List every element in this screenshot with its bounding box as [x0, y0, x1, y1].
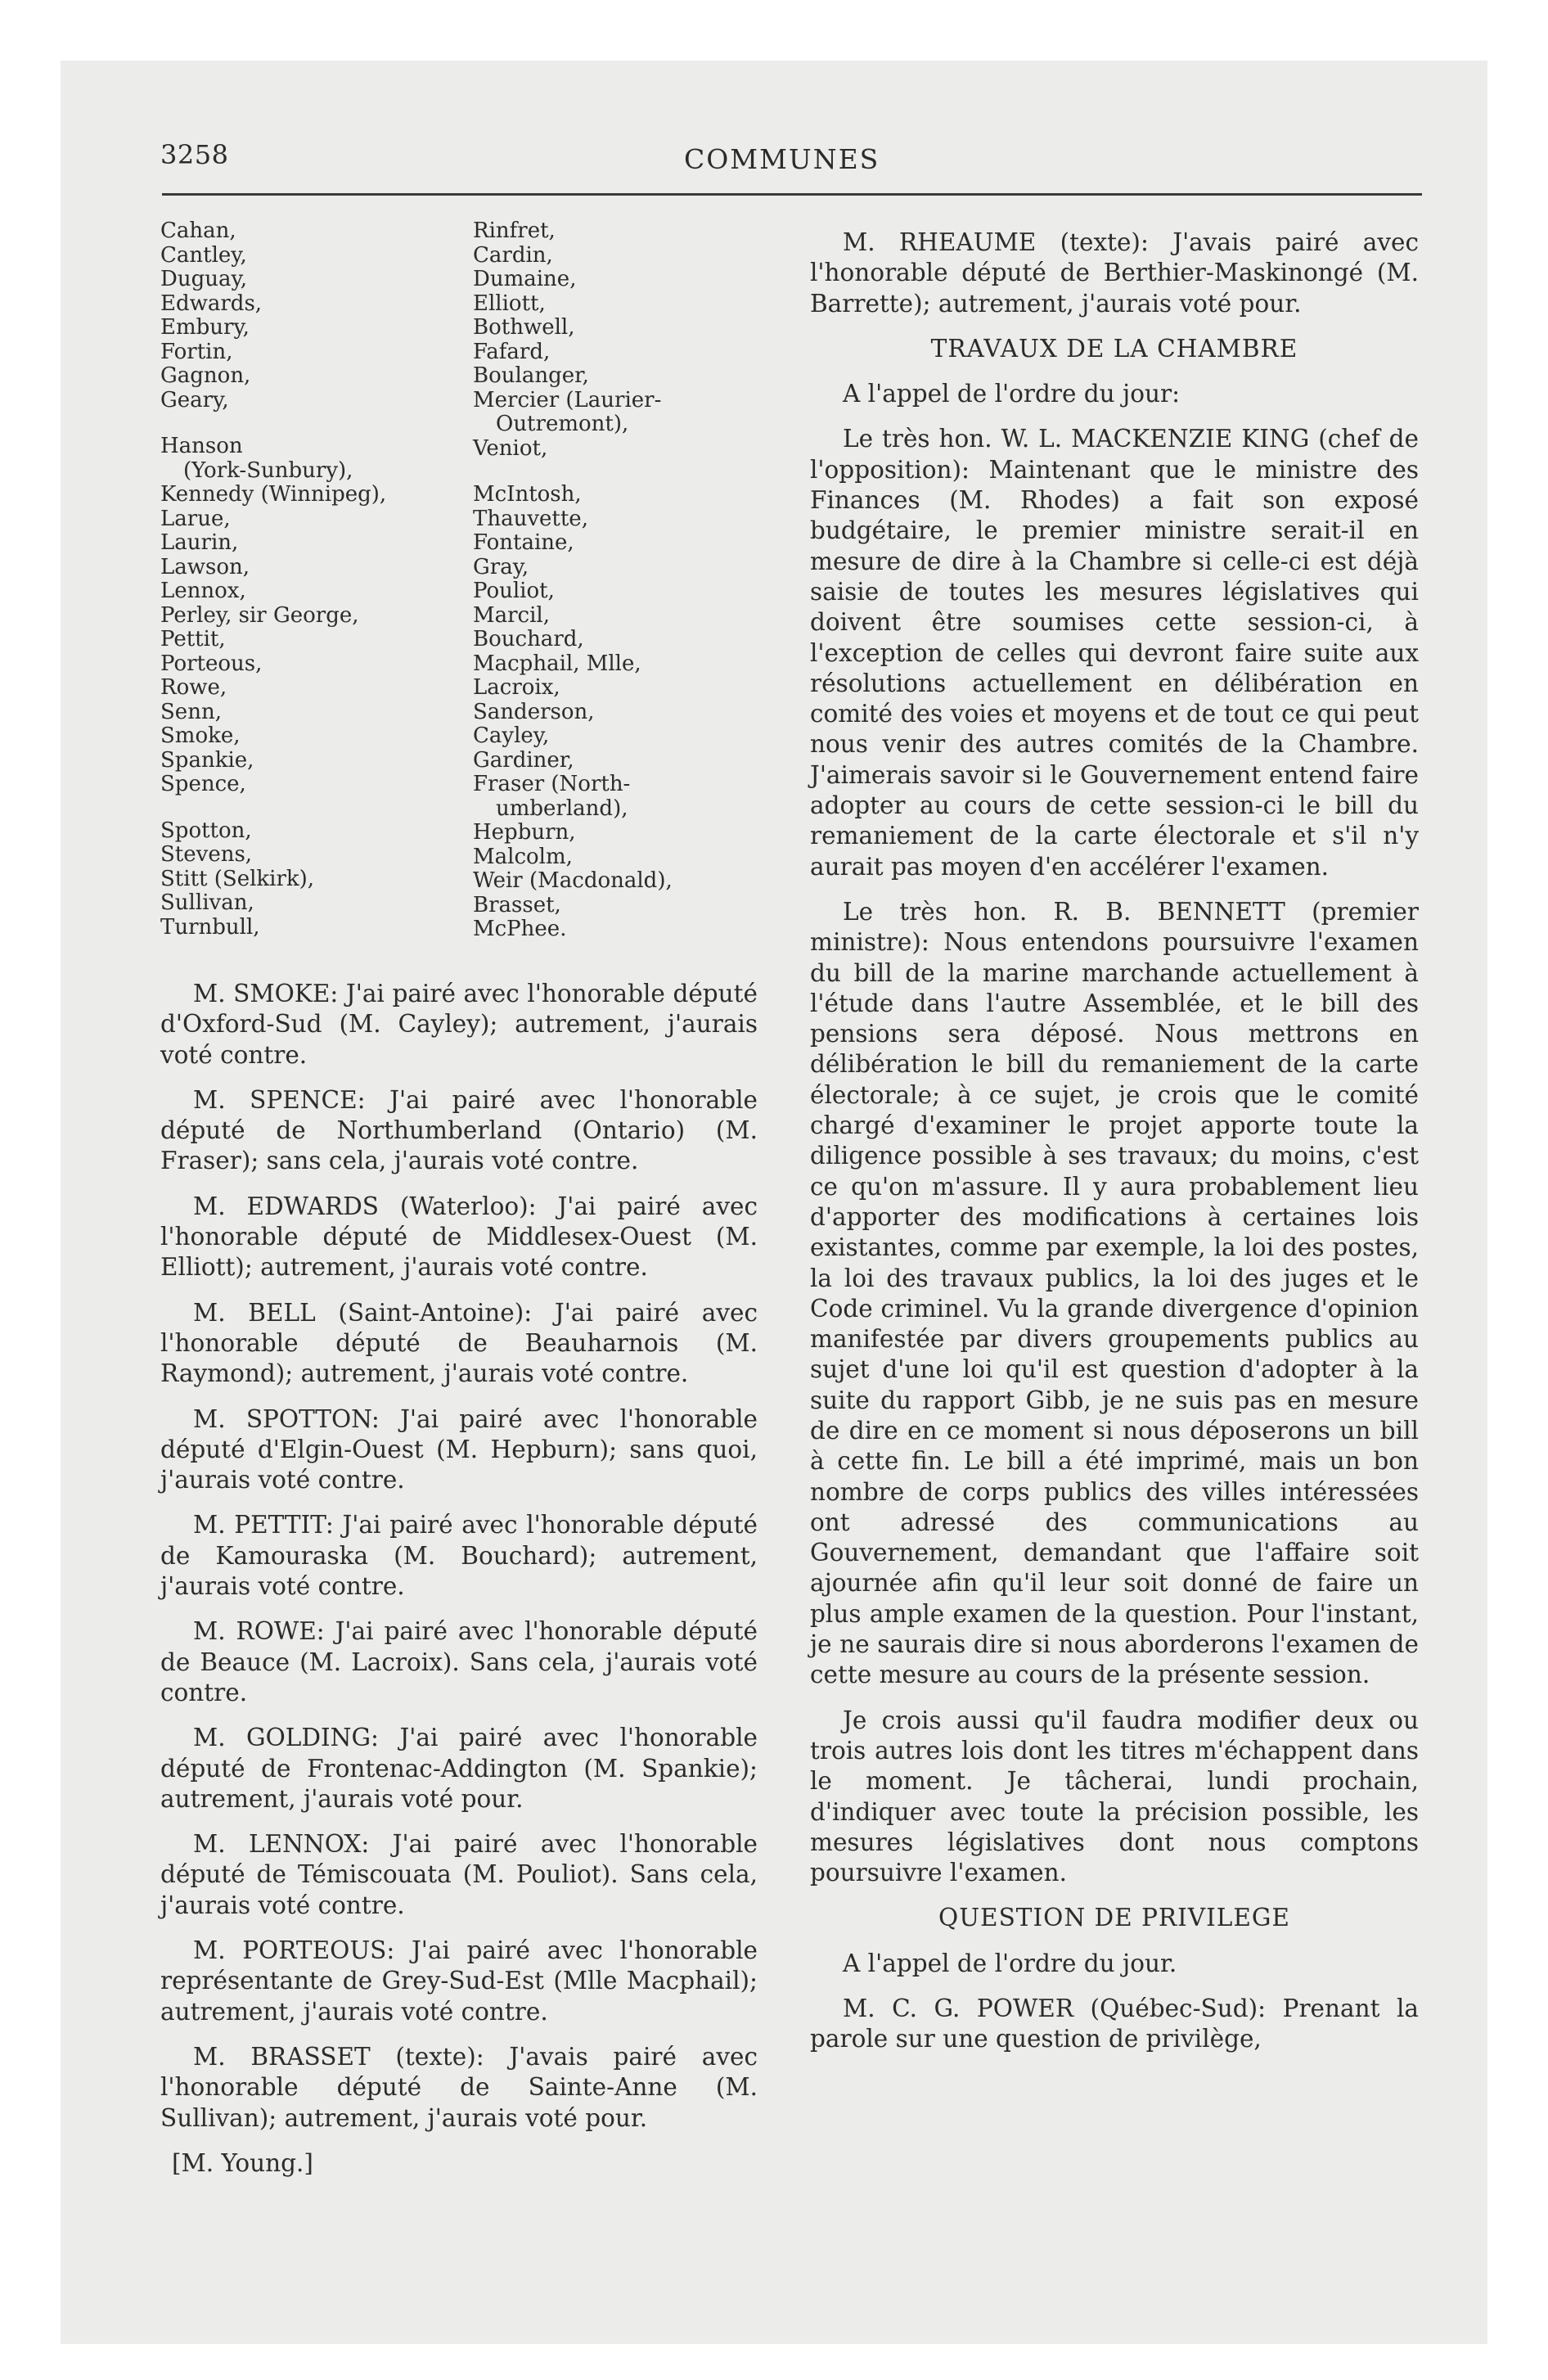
paragraph-rheaume: M. RHEAUME (texte): J'avais pairé avec l'honorable député de Berthier-Maskinongé (M. Barrette); autrement, j'aurais voté pour. — [810, 228, 1419, 318]
paragraph-ordre-du-jour-2: A l'appel de l'ordre du jour. — [843, 1949, 1177, 1977]
list-item: Pettit, — [160, 627, 226, 651]
list-item: McIntosh, — [473, 482, 582, 507]
paragraph-pettit: M. PETTIT: J'ai pairé avec l'honorable député de Kamouraska (M. Bouchard); autrement, j'aurais voté contre. — [160, 1511, 758, 1601]
list-item: Fortin, — [160, 339, 233, 364]
list-item: Lennox, — [160, 579, 246, 603]
list-item: Veniot, — [473, 435, 548, 461]
paragraph-brasset: M. BRASSET (texte): J'avais pairé avec l'honorable député de Sainte-Anne (M. Sullivan); autrement, j'aurais voté pour. — [160, 2042, 758, 2132]
paragraph-edwards: M. EDWARDS (Waterloo): J'ai pairé avec l'honorable député de Middlesex-Ouest (M. Elliott); autrement, j'aurais voté contre. — [160, 1192, 758, 1282]
list-item: Stitt (Selkirk), — [160, 866, 315, 891]
list-item: Outremont), — [496, 412, 629, 436]
speaker-footer: [M. Young.] — [172, 2148, 313, 2177]
list-item: Cantley, — [160, 242, 247, 268]
paragraph-bennett-continued: Je crois aussi qu'il faudra modifier deux ou trois autres lois dont les titres m'échappent dans le moment. Je tâcherai, lundi prochain, d'indiquer avec toute la précision possible, les mesures législatives dont nous comptons poursuivre l'examen. — [810, 1706, 1419, 1887]
header-rule — [162, 193, 1422, 196]
list-item: Sullivan, — [160, 890, 254, 915]
list-item: Mercier (Laurier- — [473, 387, 662, 412]
paragraph-ordre-du-jour: A l'appel de l'ordre du jour: — [843, 380, 1181, 408]
division-names-right — [473, 219, 673, 942]
list-item: Rinfret, — [473, 219, 556, 243]
paragraph-power: M. C. G. POWER (Québec-Sud): Prenant la parole sur une question de privilège, — [810, 1995, 1419, 2053]
list-item: Porteous, — [160, 651, 263, 676]
list-item: Spankie, — [160, 747, 254, 773]
list-item: Hepburn, — [473, 820, 576, 845]
paragraph-bell: M. BELL (Saint-Antoine): J'ai pairé avec l'honorable député de Beauharnois (M. Raymond); autrement, j'aurais voté contre. — [160, 1298, 758, 1388]
page-title: COMMUNES — [684, 143, 880, 175]
list-item: Geary, — [160, 387, 229, 412]
list-item: Perley, sir George, — [160, 602, 359, 628]
page-number: 3258 — [160, 139, 229, 170]
list-item: Bothwell, — [473, 315, 575, 340]
paragraph-rowe: M. ROWE: J'ai pairé avec l'honorable député de Beauce (M. Lacroix). Sans cela, j'aurais voté contre. — [160, 1617, 758, 1706]
list-item: Lawson, — [160, 554, 250, 579]
list-item: umberland), — [496, 796, 628, 821]
paragraph-spotton: M. SPOTTON: J'ai pairé avec l'honorable député d'Elgin-Ouest (M. Hepburn); sans quoi, j'aurais voté contre. — [160, 1404, 758, 1494]
list-item: Weir (Macdonald), — [473, 868, 673, 893]
list-item: Rowe, — [160, 675, 227, 700]
list-item: Elliott, — [473, 291, 546, 316]
list-item: Spence, — [160, 772, 246, 796]
list-item: Bouchard, — [473, 627, 584, 651]
list-item: Kennedy (Winnipeg), — [160, 482, 387, 507]
paragraph-smoke: M. SMOKE: J'ai pairé avec l'honorable député d'Oxford-Sud (M. Cayley); autrement, j'aurais voté contre. — [160, 980, 758, 1069]
list-item: Fontaine, — [473, 530, 574, 555]
list-item: Embury, — [160, 315, 250, 340]
list-item: Smoke, — [160, 723, 241, 748]
right-column-text — [810, 228, 1419, 2055]
section-heading-travaux: TRAVAUX DE LA CHAMBRE — [930, 334, 1298, 363]
list-item: Edwards, — [160, 291, 263, 316]
list-item: Macphail, Mlle, — [473, 651, 641, 676]
list-item: Brasset, — [473, 892, 561, 917]
paragraph-lennox: M. LENNOX: J'ai pairé avec l'honorable député de Témiscouata (M. Pouliot). Sans cela, j'aurais voté contre. — [160, 1830, 758, 1919]
section-heading-privilege: QUESTION DE PRIVILEGE — [938, 1904, 1290, 1932]
list-item: Marcil, — [473, 602, 551, 628]
list-item: Gray, — [473, 554, 529, 579]
list-item: McPhee. — [473, 917, 567, 941]
list-item: Malcolm, — [473, 844, 573, 869]
paragraph-bennett: Le très hon. R. B. BENNETT (premier ministre): Nous entendons poursuivre l'examen du bill de la marine marchande actuellement à l'étude dans l'autre Assemblée, et le bill des pensions sera déposé. Nous mettrons en délibération le bill du remaniement de la carte électorale; à ce sujet, je crois que le comité chargé d'examiner le projet apporte toute la diligence possible à ses travaux; du moins, c'est ce qu'on m'assure. Il y aura probablement lieu d'apporter des modifications à certaines lois existantes, comme par exemple, la loi des postes, la loi des travaux publics, la loi des juges et le Code criminel. Vu la grande divergence d'opinion manifestée par divers groupements publics au sujet d'une loi qu'il est question d'adopter à la suite du rapport Gibb, je ne suis pas en mesure de dire en ce moment si nous déposerons un bill à cette fin. Le bill a été imprimé, mais un bon nombre de corps publics des villes intéressées ont adressé des communications au Gouvernement, demandant que l'affaire soit ajournée afin qu'il leur soit donné de faire un plus ample examen de la question. Pour l'instant, je ne saurais dire si nous aborderons l'examen de cette mesure au cours de la présente session. — [810, 897, 1419, 1689]
list-item: Cayley, — [473, 723, 550, 748]
list-item: Gagnon, — [160, 363, 251, 388]
paragraph-king: Le très hon. W. L. MACKENZIE KING (chef de l'opposition): Maintenant que le ministre des Finances (M. Rhodes) a fait son exposé budgétaire, le premier ministre serait-il en mesure de dire à la Chambre si celle-ci est déjà saisie de toutes les mesures législatives qui doivent être soumises cette session-ci, à l'exception de celles qui devront faire suite aux résolutions actuellement en délibération en comité des voies et moyens et de tout ce qui peut nous venir des autres comités de la Chambre. J'aimerais savoir si le Gouvernement entend faire adopter au cours de cette session-ci le bill du remaniement de la carte électorale et s'il n'y aurait pas moyen d'en accélérer l'examen. — [810, 425, 1419, 881]
list-item: Cahan, — [160, 219, 236, 243]
list-item: Stevens, — [160, 842, 253, 867]
list-item: Laurin, — [160, 530, 239, 555]
list-item: Gardiner, — [473, 747, 574, 773]
list-item: Sanderson, — [473, 699, 595, 724]
list-item: Boulanger, — [473, 363, 589, 388]
list-item: Larue, — [160, 506, 231, 531]
paragraph-spence: M. SPENCE: J'ai pairé avec l'honorable député de Northumberland (Ontario) (M. Fraser); sans cela, j'aurais voté contre. — [160, 1085, 758, 1175]
list-item: Dumaine, — [473, 267, 577, 291]
list-item: Lacroix, — [473, 675, 560, 700]
list-item: Turnbull, — [160, 914, 260, 940]
paragraph-porteous: M. PORTEOUS: J'ai pairé avec l'honorable représentante de Grey-Sud-Est (Mlle Macphail); autrement, j'aurais voté contre. — [160, 1936, 758, 2026]
list-item: Fraser (North- — [473, 772, 631, 796]
list-item: Senn, — [160, 699, 222, 724]
left-column-text — [160, 979, 758, 2179]
paragraph-golding: M. GOLDING: J'ai pairé avec l'honorable député de Frontenac-Addington (M. Spankie); autrement, j'aurais voté pour. — [160, 1724, 758, 1813]
list-item: Fafard, — [473, 339, 551, 364]
list-item: Duguay, — [160, 267, 247, 291]
list-item: Pouliot, — [473, 579, 555, 603]
list-item: Thauvette, — [473, 506, 588, 531]
list-item: Cardin, — [473, 242, 553, 268]
list-item: Spotton, — [160, 818, 252, 843]
division-names-left — [160, 219, 386, 940]
list-item: Hanson — [160, 434, 243, 458]
list-item: (York-Sunbury), — [183, 458, 353, 483]
